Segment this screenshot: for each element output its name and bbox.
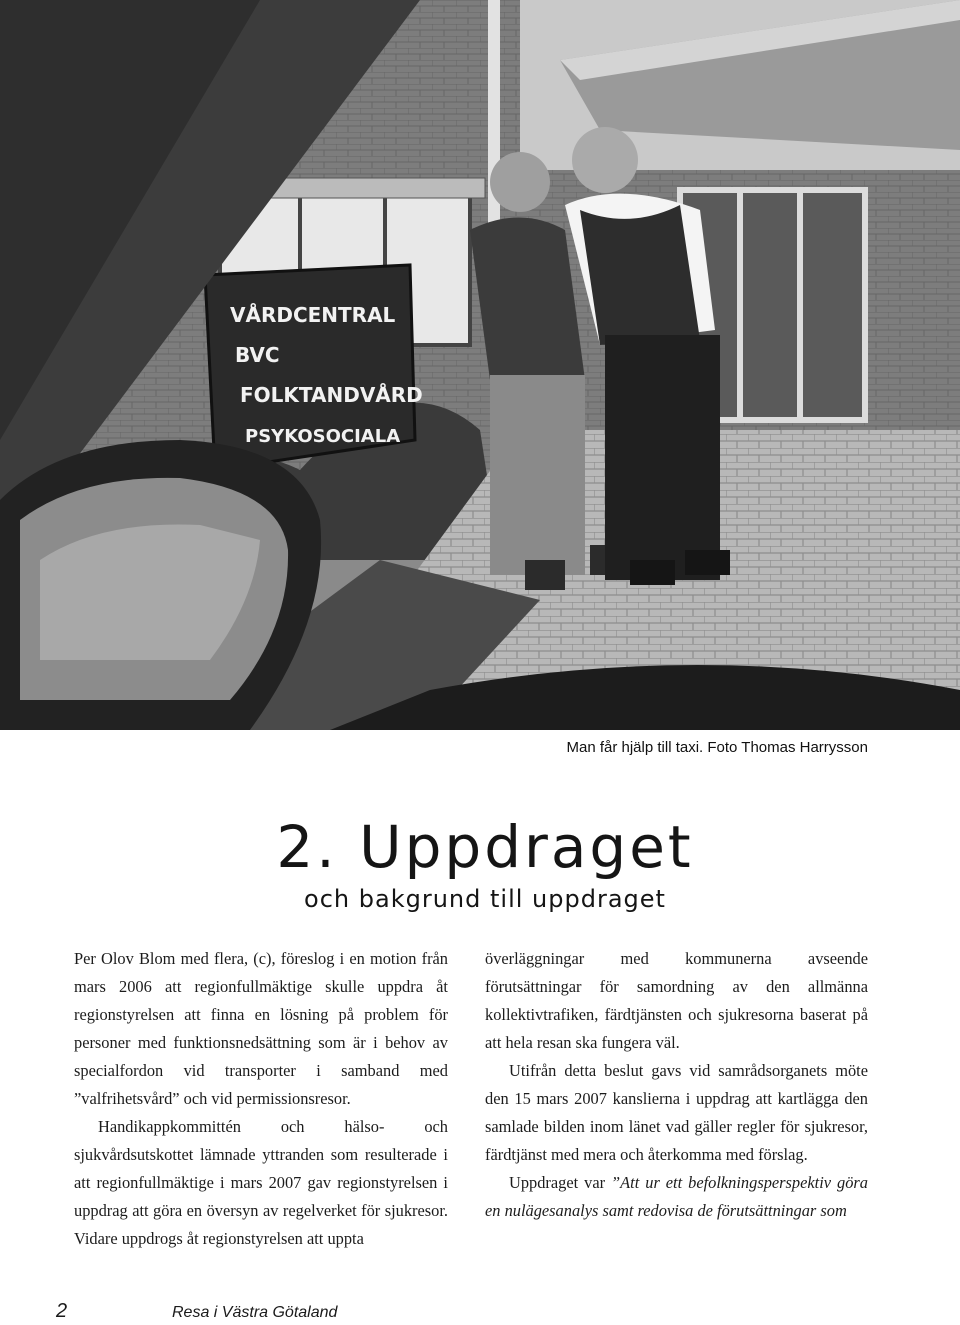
right-paragraph-2: Utifrån detta beslut gavs vid samrådsorganets möte den 15 mars 2007 kanslierna i uppdrag att kartlägga den samlade bilden inom länet vad gäller regler för sjukresor, färdtjänst med mera och återkomma med förslag. <box>485 1061 868 1164</box>
sign-line-1: VÅRDCENTRAL <box>230 303 396 327</box>
quote-text: ”Att ur ett befolkningsperspektiv göra en nulägesanalys samt redovisa de förutsättningar som <box>485 1173 868 1220</box>
page-number: 2 <box>56 1300 68 1322</box>
sign-line-4: PSYKOSOCIALA <box>245 426 401 447</box>
right-column <box>485 945 868 1225</box>
right-paragraph-3 <box>485 1169 868 1225</box>
chapter-heading <box>0 812 960 914</box>
quote-intro: Uppdraget var <box>509 1173 612 1192</box>
chapter-title: 2. Uppdraget <box>276 813 694 881</box>
left-paragraph-1: Per Olov Blom med flera, (c), föreslog i en motion från mars 2006 att regionfullmäktige skulle uppdra åt regionstyrelsen att finna en lösning på problem för personer med funktionsnedsättning som är i behov av specialfordon vid transporter i samband med ”valfrihetsvård” och vid permissionsresor. <box>74 949 448 1108</box>
left-paragraph-2: Handikappkommittén och hälso- och sjukvårdsutskottet lämnade yttranden som resulterade i att regionfullmäktige i mars 2007 gav regionstyrelsen i uppdrag att göra en översyn av regelverket för sjukresor. Vidare uppdrogs åt regionstyrelsen att uppta <box>74 1117 448 1248</box>
direction-sign <box>205 265 423 470</box>
publication-title: Resa i Västra Götaland <box>172 1304 338 1321</box>
sign-line-2: BVC <box>235 343 280 367</box>
sign-line-3: FOLKTANDVÅRD <box>240 383 423 407</box>
chapter-subtitle: och bakgrund till uppdraget <box>304 885 666 913</box>
right-paragraph-1: överläggningar med kommunerna avseende förutsättningar för samordning av den allmänna kollektivtrafiken, färdtjänsten och sjukresorna baserat på att hela resan ska fungera väl. <box>485 949 868 1052</box>
photo-caption: Man får hjälp till taxi. Foto Thomas Harrysson <box>566 739 868 756</box>
left-column <box>74 945 448 1253</box>
